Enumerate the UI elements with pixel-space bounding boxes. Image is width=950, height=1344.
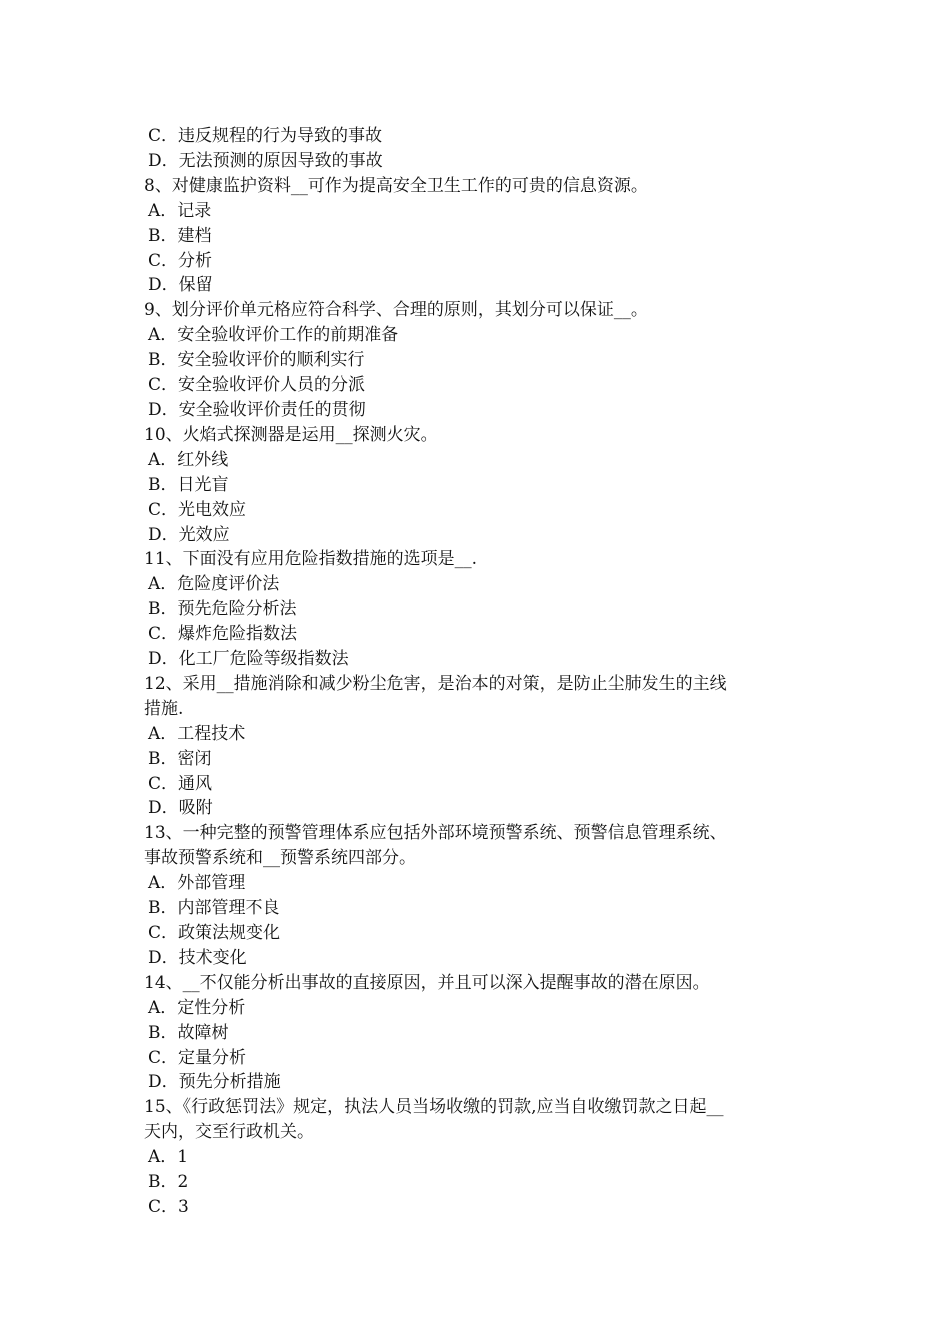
answer-option: D．保留	[148, 275, 213, 296]
question-text: 9、划分评价单元格应符合科学、合理的原则，其划分可以保证__。	[144, 300, 648, 321]
answer-option: B．安全验收评价的顺利实行	[148, 350, 365, 371]
answer-option: A．1	[148, 1147, 189, 1168]
answer-option: B．2	[148, 1172, 189, 1193]
question-text: 10、火焰式探测器是运用__探测火灾。	[144, 424, 438, 445]
answer-option: A．红外线	[148, 449, 229, 470]
answer-option: A．外部管理	[148, 873, 246, 894]
answer-option: C．定量分析	[148, 1047, 247, 1068]
answer-option: D．光效应	[148, 524, 230, 545]
answer-option: C．安全验收评价人员的分派	[148, 375, 366, 396]
answer-option: A．记录	[148, 200, 212, 221]
question-text: 11、下面没有应用危险指数措施的选项是__.	[144, 549, 478, 570]
answer-option: D．安全验收评价责任的贯彻	[148, 399, 366, 420]
answer-option: D．预先分析措施	[148, 1072, 281, 1093]
answer-option: C．分析	[148, 250, 213, 271]
question-text: 14、__不仅能分析出事故的直接原因，并且可以深入提醒事故的潜在原因。	[144, 972, 710, 993]
answer-option: C．爆炸危险指数法	[148, 624, 298, 645]
question-text: 12、采用__措施消除和减少粉尘危害，是治本的对策，是防止尘肺发生的主线	[144, 673, 727, 694]
answer-option: D．技术变化	[148, 947, 247, 968]
answer-option: C．3	[148, 1196, 189, 1217]
answer-option: B．日光盲	[148, 474, 229, 495]
answer-option: D．化工厂危险等级指数法	[148, 649, 349, 670]
document-body	[144, 124, 834, 1220]
question-text: 措施.	[144, 698, 184, 719]
answer-option: B．建档	[148, 225, 212, 246]
answer-option: A．危险度评价法	[148, 574, 280, 595]
answer-option: A．定性分析	[148, 997, 246, 1018]
answer-option: D．无法预测的原因导致的事故	[148, 150, 383, 171]
question-text: 事故预警系统和__预警系统四部分。	[144, 848, 416, 869]
answer-option: A．工程技术	[148, 723, 246, 744]
answer-option: B．密闭	[148, 748, 212, 769]
answer-option: C．违反规程的行为导致的事故	[148, 126, 383, 146]
answer-option: C．通风	[148, 773, 213, 794]
answer-option: B．预先危险分析法	[148, 599, 297, 620]
question-text: 15、《行政惩罚法》规定，执法人员当场收缴的罚款,应当自收缴罚款之日起__	[144, 1097, 724, 1118]
answer-option: D．吸附	[148, 798, 213, 819]
answer-option: C．光电效应	[148, 499, 247, 520]
question-text: 13、一种完整的预警管理体系应包括外部环境预警系统、预警信息管理系统、	[144, 823, 727, 844]
answer-option: B．故障树	[148, 1022, 229, 1043]
question-text: 天内，交至行政机关。	[144, 1122, 314, 1143]
answer-option: B．内部管理不良	[148, 898, 280, 919]
answer-option: C．政策法规变化	[148, 923, 281, 943]
question-text: 8、对健康监护资料__可作为提高安全卫生工作的可贵的信息资源。	[144, 175, 648, 196]
answer-option: A．安全验收评价工作的前期准备	[148, 325, 399, 346]
